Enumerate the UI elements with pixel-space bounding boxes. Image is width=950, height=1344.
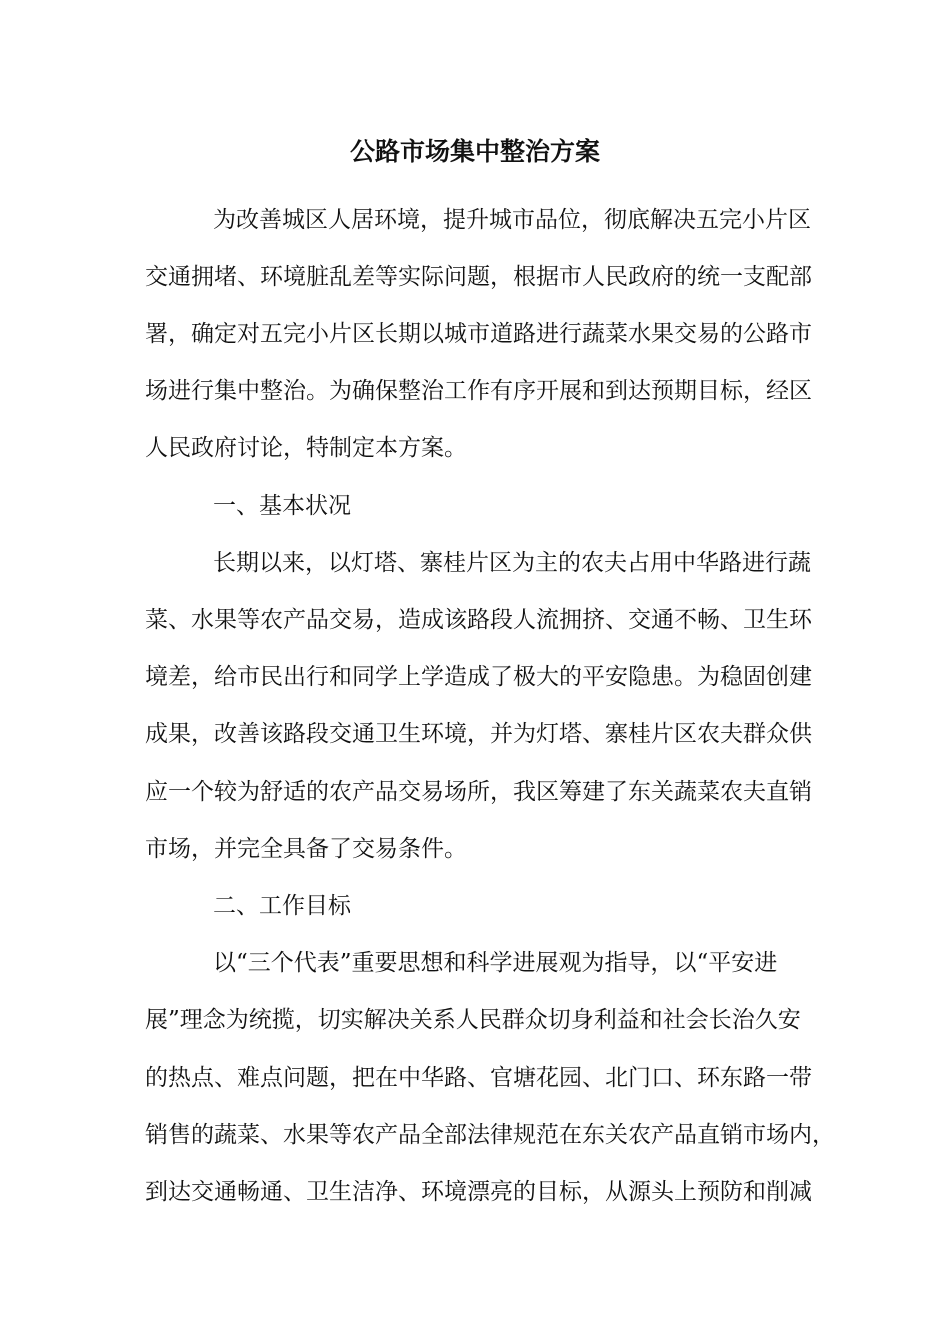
section-heading: 一、基本状况 (213, 493, 351, 519)
paragraph-line: 销售的蔬菜、水果等农产品全部法律规范在东关农产品直销市场内， (145, 1122, 835, 1148)
paragraph-line: 市场，并完全具备了交易条件。 (145, 836, 467, 862)
paragraph-line: 展”理念为统揽，切实解决关系人民群众切身利益和社会长治久安 (145, 1007, 801, 1033)
paragraph-line: 为改善城区人居环境，提升城市品位，彻底解决五完小片区 (213, 207, 811, 233)
paragraph-line: 署，确定对五完小片区长期以城市道路进行蔬菜水果交易的公路市 (145, 321, 812, 347)
paragraph-line: 以“三个代表”重要思想和科学进展观为指导，以“平安进 (213, 950, 778, 976)
paragraph-line: 人民政府讨论，特制定本方案。 (145, 435, 467, 461)
paragraph-line: 菜、水果等农产品交易，造成该路段人流拥挤、交通不畅、卫生环 (145, 607, 812, 633)
section-heading: 二、工作目标 (213, 893, 351, 919)
paragraph-line: 交通拥堵、环境脏乱差等实际问题，根据市人民政府的统一支配部 (145, 264, 812, 290)
paragraph-line: 场进行集中整治。为确保整治工作有序开展和到达预期目标，经区 (145, 378, 812, 404)
document-title: 公路市场集中整治方案 (349, 137, 600, 166)
paragraph-line: 成果，改善该路段交通卫生环境，并为灯塔、寨桂片区农夫群众供 (145, 721, 812, 747)
paragraph-line: 到达交通畅通、卫生洁净、环境漂亮的目标，从源头上预防和削减 (145, 1179, 812, 1205)
paragraph-line: 应一个较为舒适的农产品交易场所，我区筹建了东关蔬菜农夫直销 (145, 779, 812, 805)
paragraph-line: 长期以来，以灯塔、寨桂片区为主的农夫占用中华路进行蔬 (213, 550, 811, 576)
paragraph-line: 的热点、难点问题，把在中华路、官塘花园、北门口、环东路一带 (145, 1065, 812, 1091)
paragraph-line: 境差，给市民出行和同学上学造成了极大的平安隐患。为稳固创建 (145, 664, 812, 690)
